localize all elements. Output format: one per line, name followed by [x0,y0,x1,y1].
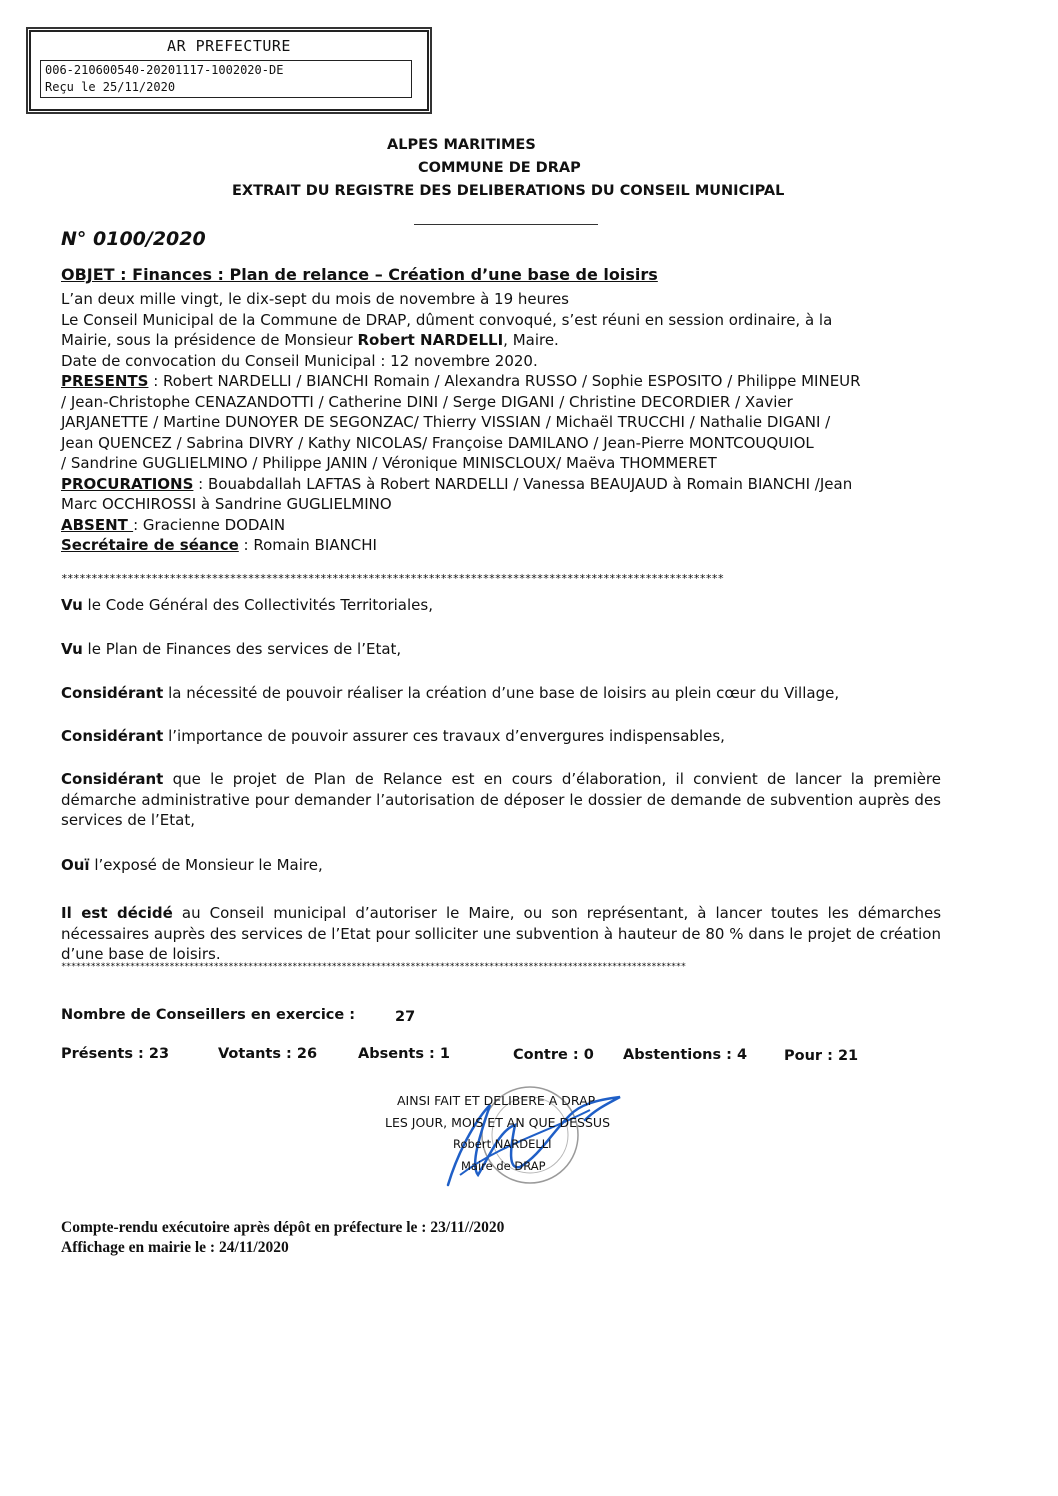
conseillers-value: 27 [395,1009,416,1025]
footer-affichage: Affichage en mairie le : 24/11/2020 [61,1239,289,1256]
separator-stars-2: ******************************************************************************************************************************* [61,962,686,972]
decision: Il est décidé au Conseil municipal d’autoriser le Maire, ou son représentant, à lancer toutes les démarches nécessaires auprès des services de l’Etat pour solliciter une subvention à hauteur de 80 % dans le projet de création d’une base de loisirs. [61,904,942,963]
header-register-title: EXTRAIT DU REGISTRE DES DELIBERATIONS DU CONSEIL MUNICIPAL [232,183,785,199]
vote-absents: Absents : 1 [358,1046,450,1062]
vu-code: Vu le Code Général des Collectivités Territoriales, [61,596,433,614]
absent-line: ABSENT : Gracienne DODAIN [61,515,286,534]
intro-council: Le Conseil Municipal de la Commune de DRAP, dûment convoqué, s’est réuni en session ordinaire, à la [61,310,833,329]
presents-line-2: / Jean-Christophe CENAZANDOTTI / Catherine DINI / Serge DIGANI / Christine DECORDIER / Xavier [61,392,793,411]
header-commune: COMMUNE DE DRAP [418,160,581,176]
presents-line-3: JARJANETTE / Martine DUNOYER DE SEGONZAC/ Thierry VISSIAN / Michaël TRUCCHI / Nathalie DIGANI / [61,413,831,431]
procurations-line-1: PROCURATIONS : Bouabdallah LAFTAS à Robert NARDELLI / Vanessa BEAUJAUD à Romain BIANCHI /Jean [61,474,853,493]
secretaire-label: Secrétaire de séance [61,536,239,554]
prefecture-stamp [29,30,429,111]
signature-line-1: AINSI FAIT ET DELIBERE A DRAP [397,1093,596,1108]
intro-block [61,289,941,556]
vote-contre: Contre : 0 [513,1047,594,1063]
vu-plan: Vu le Plan de Finances des services de l’Etat, [61,640,402,658]
intro-date: L’an deux mille vingt, le dix-sept du mois de novembre à 19 heures [61,290,570,308]
intro-presidence: Mairie, sous la présidence de Monsieur Robert NARDELLI, Maire. [61,331,559,349]
vote-abstentions: Abstentions : 4 [623,1047,748,1063]
header-department: ALPES MARITIMES [387,137,536,153]
stamp-reference-box [40,60,412,98]
vote-votants: Votants : 26 [218,1046,318,1062]
absent-label: ABSENT [61,515,134,534]
oui-expose: Ouï l’exposé de Monsieur le Maire, [61,856,323,874]
mayor-name: Robert NARDELLI [357,331,504,349]
signature-line-2: LES JOUR, MOIS ET AN QUE DESSUS [385,1115,611,1130]
signature-name: Robert NARDELLI [453,1137,552,1151]
vote-presents: Présents : 23 [61,1046,170,1062]
secretaire-line: Secrétaire de séance : Romain BIANCHI [61,536,377,554]
procurations-line-2: Marc OCCHIROSSI à Sandrine GUGLIELMINO [61,495,392,513]
presents-line-4: Jean QUENCEZ / Sabrina DIVRY / Kathy NICOLAS/ Françoise DAMILANO / Jean-Pierre MONTCOUQUIOL [61,433,814,452]
considerant-3: Considérant que le projet de Plan de Relance est en cours d’élaboration, il convient de lancer la première démarche administrative pour demander l’autorisation de déposer le dossier de demande de subvention auprès des services de l’Etat, [61,770,941,829]
stamp-received-date: Reçu le 25/11/2020 [45,80,176,94]
considerant-1: Considérant la nécessité de pouvoir réaliser la création d’une base de loisirs au plein cœur du Village, [61,684,840,702]
separator-stars: ************************************************************************************************************** [61,572,724,585]
presents-line-1: PRESENTS : Robert NARDELLI / BIANCHI Romain / Alexandra RUSSO / Sophie ESPOSITO / Philippe MINEUR [61,372,861,390]
presents-line-5: / Sandrine GUGLIELMINO / Philippe JANIN / Véronique MINISCLOUX/ Maëva THOMMERET [61,454,717,472]
footer-executoire: Compte-rendu exécutoire après dépôt en préfecture le : 23/11//2020 [61,1219,505,1236]
deliberation-subject: OBJET : Finances : Plan de relance – Création d’une base de loisirs [61,265,658,284]
conseillers-label: Nombre de Conseillers en exercice : [61,1007,356,1023]
signature-title: Maire de DRAP [461,1159,546,1173]
convocation-date: Date de convocation du Conseil Municipal : 12 novembre 2020. [61,351,538,370]
stamp-reference: 006-210600540-20201117-1002020-DE [45,63,284,77]
presents-label: PRESENTS [61,372,149,390]
procurations-label: PROCURATIONS [61,474,194,493]
header-divider [414,224,598,225]
considerant-2: Considérant l’importance de pouvoir assurer ces travaux d’envergures indispensables, [61,727,725,745]
deliberation-number: N° 0100/2020 [61,228,206,250]
stamp-title: AR PREFECTURE [167,37,291,55]
vote-pour: Pour : 21 [784,1048,859,1064]
